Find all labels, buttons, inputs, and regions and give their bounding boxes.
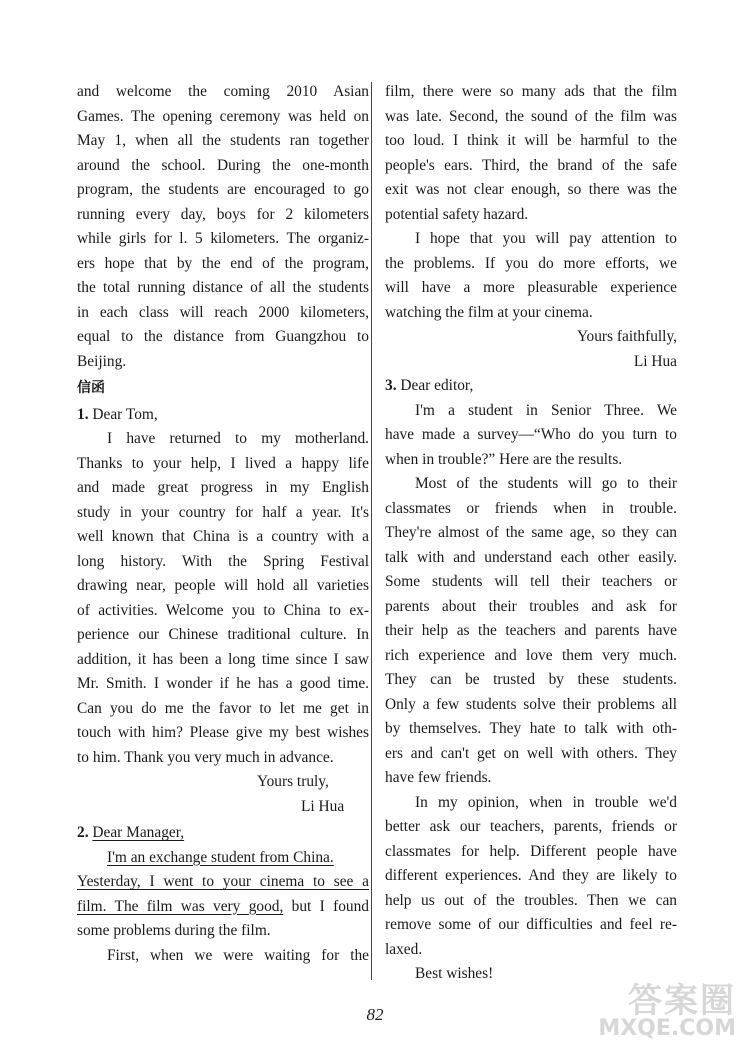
- text-line: classmates or friends when in trouble.: [385, 499, 677, 517]
- letter2-salutation: Dear Manager,: [92, 824, 185, 841]
- text-line: and made great progress in my English: [77, 479, 369, 496]
- text-line: people's ears. Third, the brand of the safe: [385, 156, 677, 174]
- text-line: talk with and understand each other easily.: [385, 548, 677, 566]
- text-line: the total running distance of all the students: [77, 279, 369, 296]
- text-line: addition, it has been a long time since I saw: [77, 650, 369, 668]
- letter1-number: 1.: [77, 405, 89, 423]
- text-line: Mr. Smith. I wonder if he has a good time.: [77, 675, 369, 692]
- text-line: ers and can't get on well with others. They: [385, 744, 677, 762]
- text-line: the problems. If you do more efforts, we: [385, 254, 677, 272]
- letter1-salutation-line: [77, 403, 369, 428]
- text-line: of activities. Welcome you to China to ex-: [77, 601, 369, 619]
- right-column: [385, 80, 677, 987]
- text-line: better ask our teachers, parents, friends or: [385, 818, 677, 835]
- letter1-salutation: Dear Tom,: [92, 405, 158, 423]
- text-line: They can be trusted by these students.: [385, 671, 677, 688]
- letter3-salutation: Dear editor,: [400, 377, 474, 394]
- text-line: equal to the distance from Guangzhou to: [77, 328, 369, 345]
- letter2-p2-last: watching the film at your cinema.: [385, 303, 593, 321]
- text-line: running every day, boys for 2 kilometers: [77, 205, 369, 223]
- text-line: by themselves. They hate to talk with oth-: [385, 720, 677, 737]
- text-line: May 1, when all the students ran together: [77, 132, 369, 149]
- letter3-p1-last: when in trouble?” Here are the results.: [385, 450, 623, 468]
- letter2-line1-text: I'm an exchange student from China.: [107, 848, 334, 866]
- text-line: program, the students are encouraged to go: [77, 181, 369, 198]
- text-line: long history. With the Spring Festival: [77, 552, 369, 570]
- letter2-continued: [385, 80, 677, 203]
- letter2-line2-text: Yesterday, I went to your cinema to see a: [77, 873, 369, 890]
- intro-last-line: Beijing.: [77, 352, 127, 370]
- letter1-first-line: I have returned to my motherland.: [107, 430, 369, 447]
- letter3-p3-last: laxed.: [385, 940, 423, 958]
- left-column: [77, 80, 369, 968]
- text-line: I hope that you will pay attention to: [415, 230, 677, 247]
- watermark-site: MXQE.COM: [598, 1016, 736, 1041]
- letter2-salutation-line: [77, 821, 369, 846]
- letter3-p2-last: have few friends.: [385, 769, 492, 786]
- letter2-line3: [77, 895, 369, 920]
- text-line: Can you do me the favor to let me get in: [77, 699, 369, 717]
- letter2-line3-underlined: film. The film was very good,: [77, 897, 284, 915]
- letter2-line2: [77, 870, 369, 895]
- letter2-line3-rest: but I found: [283, 897, 369, 915]
- text-line: well known that China is a country with a: [77, 528, 369, 545]
- letter2-line5: First, when we were waiting for the: [107, 946, 369, 964]
- section-heading: 信函: [77, 380, 105, 396]
- text-line: rich experience and love them very much.: [385, 646, 677, 664]
- intro-paragraph: [77, 80, 369, 350]
- text-line: Some students will tell their teachers or: [385, 573, 677, 590]
- text-line: parents about their troubles and ask for: [385, 597, 677, 615]
- text-line: and welcome the coming 2010 Asian: [77, 83, 369, 100]
- text-line: perience our Chinese traditional culture. In: [77, 626, 369, 643]
- letter1-body: [77, 452, 369, 746]
- text-line: Only a few students solve their problems all: [385, 695, 677, 713]
- text-line: film, there were so many ads that the film: [385, 83, 677, 100]
- text-line: their help as the teachers and parents have: [385, 622, 677, 639]
- watermark-chinese: 答案圈: [628, 981, 736, 1021]
- page-number: 82: [366, 1005, 384, 1024]
- letter2-signature: Li Hua: [633, 352, 677, 370]
- text-line: while girls for l. 5 kilometers. The organiz-: [77, 230, 369, 247]
- text-line: classmates for help. Different people have: [385, 842, 677, 860]
- text-line: around the school. During the one-month: [77, 156, 369, 174]
- letter2-line4: some problems during the film.: [77, 922, 271, 939]
- letter2-number: 2.: [77, 824, 89, 841]
- letter3-p2-first: Most of the students will go to their: [415, 475, 677, 492]
- text-line: exit was not clear enough, so there was the: [385, 181, 677, 198]
- text-line: was late. Second, the sound of the film was: [385, 107, 677, 125]
- text-line: drawing near, people will hold all varieties: [77, 577, 369, 594]
- text-line: touch with him? Please give my best wishes: [77, 724, 369, 741]
- text-line: different experiences. And they are likely to: [385, 867, 677, 884]
- text-line: too loud. I think it will be harmful to the: [385, 132, 677, 149]
- letter2-line1: [77, 846, 369, 871]
- letter2-paragraph2: [385, 227, 677, 301]
- letter2-closing: Yours faithfully,: [576, 328, 677, 345]
- text-line: study in your country for half a year. It's: [77, 503, 369, 521]
- letter2-cont-last: potential safety hazard.: [385, 205, 529, 223]
- text-line: will have a more pleasurable experience: [385, 279, 677, 296]
- letter3-closing: Best wishes!: [415, 965, 494, 982]
- watermark-logo: [592, 973, 742, 1043]
- letter3-paragraph1: [385, 423, 677, 448]
- text-line: remove some of our difficulties and feel re-: [385, 916, 677, 933]
- column-divider: [371, 82, 372, 980]
- letter3-salutation-line: [385, 374, 677, 399]
- text-line: They're almost of the same age, so they can: [385, 524, 677, 541]
- letter3-paragraph3: [385, 815, 677, 938]
- text-line: Games. The opening ceremony was held on: [77, 107, 369, 125]
- letter1-signature: Li Hua: [301, 797, 345, 815]
- text-line: ers hope that by the end of the program,: [77, 254, 369, 272]
- letter3-p3-first: In my opinion, when in trouble we'd: [415, 793, 677, 811]
- letter1-last-line: to him. Thank you very much in advance.: [77, 748, 334, 766]
- letter1-closing: Yours truly,: [257, 773, 329, 790]
- text-line: help us out of the troubles. Then we can: [385, 891, 677, 909]
- text-line: in each class will reach 2000 kilometers,: [77, 303, 369, 321]
- letter3-p1-first: I'm a student in Senior Three. We: [415, 401, 677, 419]
- letter3-paragraph2: [385, 497, 677, 767]
- text-line: have made a survey—“Who do you turn to: [385, 426, 677, 443]
- letter3-number: 3.: [385, 377, 397, 394]
- text-line: Thanks to your help, I lived a happy life: [77, 454, 369, 472]
